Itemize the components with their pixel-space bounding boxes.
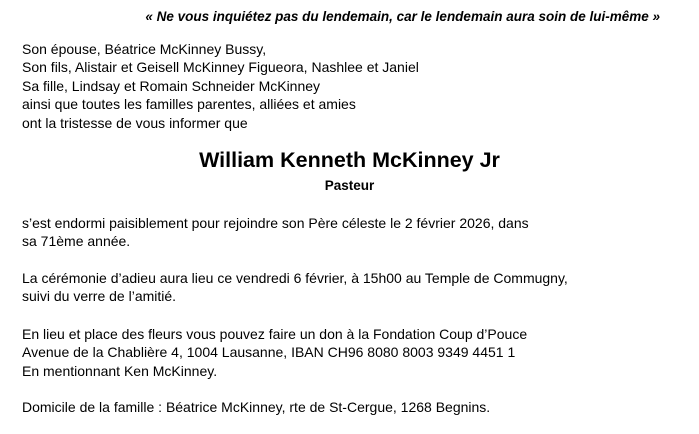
passing-line-2: sa 71ème année. — [22, 233, 131, 249]
ceremony-line-1: La cérémonie d’adieu aura lieu ce vendredi 6 février, à 15h00 au Temple de Commugny, — [22, 269, 568, 286]
deceased-title: Pasteur — [324, 178, 375, 193]
passing-line-1: s’est endormi paisiblement pour rejoindre son Père céleste le 2 février 2026, dans — [22, 214, 529, 231]
donation-line-1: En lieu et place des fleurs vous pouvez faire un don à la Fondation Coup d’Pouce — [22, 325, 528, 342]
family-line-spouse: Son épouse, Béatrice McKinney Bussy, — [22, 40, 267, 57]
family-list — [22, 40, 669, 133]
donation-line-3: En mentionnant Ken McKinney. — [22, 362, 218, 379]
family-line-relatives: ainsi que toutes les familles parentes, alliées et amies — [22, 96, 356, 112]
ceremony-line-2: suivi du verre de l’amitié. — [22, 288, 177, 304]
home-line: Domicile de la famille : Béatrice McKinney, rte de St-Cergue, 1268 Begnins. — [22, 399, 491, 415]
family-line-announce: ont la tristesse de vous informer que — [22, 114, 248, 131]
family-line-son: Son fils, Alistair et Geisell McKinney Figueora, Nashlee et Janiel — [22, 59, 419, 75]
ceremony-paragraph — [22, 269, 669, 306]
family-home-paragraph — [22, 398, 669, 417]
deceased-header — [0, 148, 699, 196]
donation-paragraph — [22, 325, 669, 381]
passing-paragraph — [22, 214, 669, 251]
deceased-name: William Kenneth McKinney Jr — [199, 148, 500, 172]
family-line-daughter: Sa fille, Lindsay et Romain Schneider McKinney — [22, 77, 321, 94]
scripture-quote: « Ne vous inquiétez pas du lendemain, car le lendemain aura soin de lui-même » — [145, 9, 660, 24]
donation-line-2: Avenue de la Chablière 4, 1004 Lausanne, IBAN CH96 8080 8003 9349 4451 1 — [22, 344, 516, 360]
